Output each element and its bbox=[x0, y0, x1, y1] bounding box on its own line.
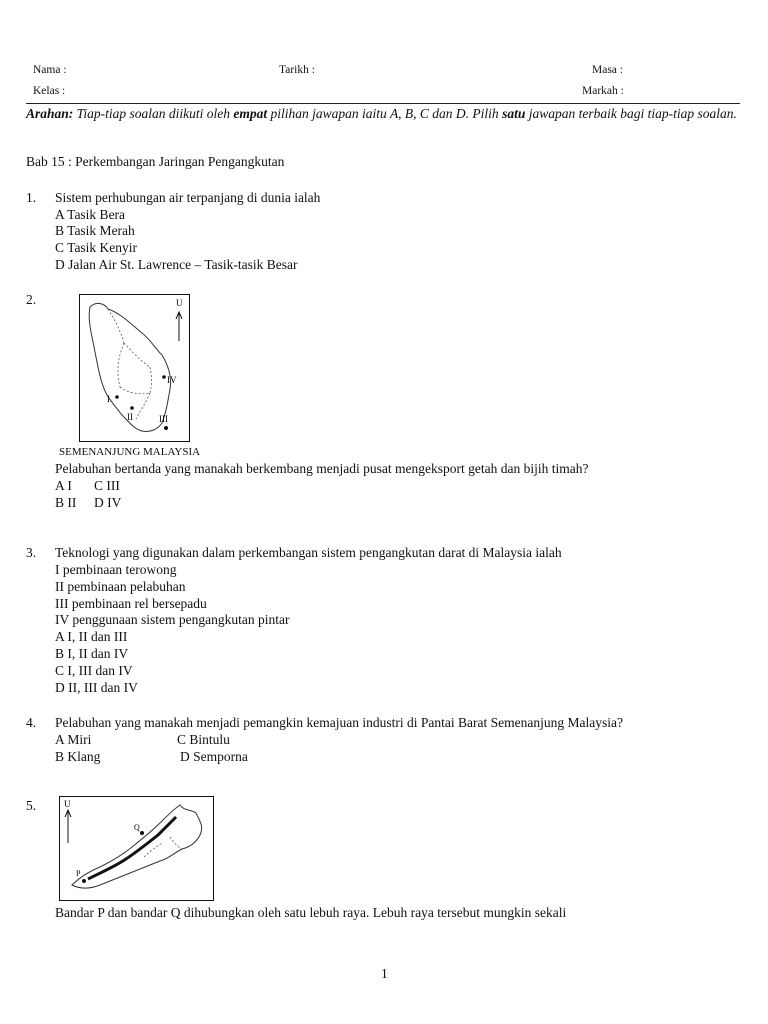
q4-option-b: B Klang bbox=[55, 749, 101, 764]
q2-north-label: U bbox=[176, 298, 183, 308]
east-malaysia-map-drawing bbox=[60, 797, 213, 900]
q4-option-a: A Miri bbox=[55, 732, 92, 747]
instruction-bold-1: empat bbox=[233, 106, 268, 121]
q2-port-label-ii: II bbox=[127, 412, 133, 422]
q2-option-c: C III bbox=[94, 478, 120, 493]
q5-text: Bandar P dan bandar Q dihubungkan oleh satu lebuh raya. Lebuh raya tersebut mungkin sekali bbox=[55, 905, 567, 920]
instruction-label: Arahan: bbox=[26, 106, 74, 121]
instruction-text-3: jawapan terbaik bagi tiap-tiap soalan. bbox=[525, 106, 737, 121]
time-label: Masa : bbox=[592, 64, 623, 76]
q1-number: 1. bbox=[26, 190, 37, 205]
date-label: Tarikh : bbox=[279, 64, 315, 76]
q4-option-d: D Semporna bbox=[180, 749, 248, 764]
sabah-sarawak-map bbox=[59, 796, 214, 901]
q2-port-label-i: I bbox=[107, 394, 110, 404]
q4-text: Pelabuhan yang manakah menjadi pemangkin kemajuan industri di Pantai Barat Semenanjung Malaysia? bbox=[55, 715, 623, 730]
q3-item-i: I pembinaan terowong bbox=[55, 562, 177, 577]
q2-option-d: D IV bbox=[94, 495, 122, 510]
q2-number: 2. bbox=[26, 292, 37, 307]
q4-option-c: C Bintulu bbox=[177, 732, 230, 747]
q1-text: Sistem perhubungan air terpanjang di dunia ialah bbox=[55, 190, 321, 205]
name-label: Nama : bbox=[33, 64, 67, 76]
q1-option-d: D Jalan Air St. Lawrence – Tasik-tasik Besar bbox=[55, 257, 298, 272]
peninsular-map-drawing bbox=[80, 295, 189, 441]
page-number: 1 bbox=[381, 966, 388, 981]
instruction-text-1: Tiap-tiap soalan diikuti oleh bbox=[73, 106, 234, 121]
q2-port-label-iii: III bbox=[159, 414, 168, 424]
header-rule bbox=[26, 103, 740, 104]
q5-number: 5. bbox=[26, 798, 37, 813]
q2-text: Pelabuhan bertanda yang manakah berkembang menjadi pusat mengeksport getah dan bijih timah? bbox=[55, 461, 589, 476]
instruction-text-2: pilihan jawapan iaitu A, B, C dan D. Pilih bbox=[267, 106, 503, 121]
q3-option-d: D II, III dan IV bbox=[55, 680, 138, 695]
q3-option-b: B I, II dan IV bbox=[55, 646, 129, 661]
q3-option-a: A I, II dan III bbox=[55, 629, 128, 644]
q3-item-ii: II pembinaan pelabuhan bbox=[55, 579, 186, 594]
q3-item-iii: III pembinaan rel bersepadu bbox=[55, 596, 207, 611]
instruction bbox=[26, 106, 742, 122]
q1-option-b: B Tasik Merah bbox=[55, 223, 135, 238]
q2-option-a: A I bbox=[55, 478, 72, 493]
chapter-title: Bab 15 : Perkembangan Jaringan Pengangkutan bbox=[26, 154, 285, 169]
marks-label: Markah : bbox=[582, 85, 624, 97]
peninsular-malaysia-map bbox=[79, 294, 190, 442]
q1-option-a: A Tasik Bera bbox=[55, 207, 126, 222]
q2-port-label-iv: IV bbox=[167, 375, 177, 385]
class-label: Kelas : bbox=[33, 85, 66, 97]
q3-item-iv: IV penggunaan sistem pengangkutan pintar bbox=[55, 612, 290, 627]
q3-number: 3. bbox=[26, 545, 37, 560]
q2-option-b: B II bbox=[55, 495, 77, 510]
q1-option-c: C Tasik Kenyir bbox=[55, 240, 138, 255]
q5-north-label: U bbox=[64, 799, 71, 809]
q5-town-label-p: P bbox=[76, 869, 81, 878]
q4-number: 4. bbox=[26, 715, 37, 730]
q5-town-label-q: Q bbox=[134, 823, 140, 832]
q3-text: Teknologi yang digunakan dalam perkembangan sistem pengangkutan darat di Malaysia ialah bbox=[55, 545, 562, 560]
instruction-bold-2: satu bbox=[502, 106, 526, 121]
q3-option-c: C I, III dan IV bbox=[55, 663, 133, 678]
q2-map-caption: SEMENANJUNG MALAYSIA bbox=[59, 446, 201, 458]
